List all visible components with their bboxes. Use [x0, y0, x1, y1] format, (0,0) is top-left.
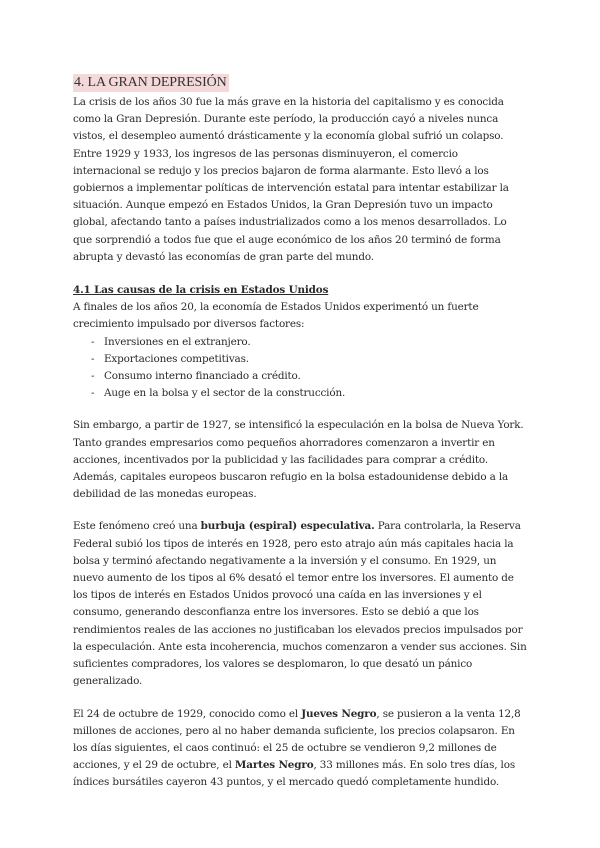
bubble-paragraph	[73, 518, 528, 690]
list-item	[73, 334, 528, 351]
list-item-text: Consumo interno financiado a crédito.	[104, 370, 301, 383]
bullet-marker: -	[91, 352, 95, 365]
list-item	[73, 385, 528, 402]
document-content	[73, 74, 528, 792]
bullet-marker: -	[91, 370, 95, 383]
speculation-paragraph: Sin embargo, a partir de 1927, se intensificó la especulación en la bolsa de Nueva York. Tanto grandes empresarios como pequeños ahorradores comenzaron a invertir en acciones, incentivados por la publicidad y las facilidades para comprar a crédito. Además, capitales europeos buscaron refugio en la bolsa estadounidense debido a la debilidad de las monedas europeas.	[73, 419, 524, 501]
crash-paragraph	[73, 706, 528, 792]
subsection-title: 4.1 Las causas de la crisis en Estados Unidos	[73, 284, 329, 297]
list-item-text: Auge en la bolsa y el sector de la construcción.	[104, 387, 346, 400]
bubble-text-pre: Este fenómeno creó una	[73, 520, 201, 533]
list-item-text: Inversiones en el extranjero.	[104, 335, 251, 348]
causes-lead-paragraph: A finales de los años 20, la economía de Estados Unidos experimentó un fuerte crecimiento impulsado por diversos factores:	[73, 301, 479, 331]
section-title: 4. LA GRAN DEPRESIÓN	[74, 75, 227, 90]
crash-text-3: , 33 millones más. En solo tres días, los índices bursátiles cayeron 43 puntos, y el mercado quedó completamente hundido.	[73, 759, 516, 789]
intro-paragraph: La crisis de los años 30 fue la más grave en la historia del capitalismo y es conocida como la Gran Depresión. Durante este período, la producción cayó a niveles nunca vistos, el desempleo aumentó drásticamente y la economía global sufrió un colapso. Entre 1929 y 1933, los ingresos de las personas disminuyeron, el comercio internacional se redujo y los precios bajaron de forma alarmante. Esto llevó a los gobiernos a implementar políticas de intervención estatal para intentar estabilizar la situación. Aunque empezó en Estados Unidos, la Gran Depresión tuvo un impacto global, afectando tanto a países industrializados como a los menos desarrollados. Lo que sorprendió a todos fue que el auge económico de los años 20 terminó de forma abrupta y devastó las economías de gran parte del mundo.	[73, 96, 509, 263]
black-tuesday-term: Martes Negro	[234, 759, 314, 772]
bubble-text-post: Para controlarla, la Reserva Federal subió los tipos de interés en 1928, pero esto atrajo aún más capitales hacia la bolsa y terminó afectando negativamente a la inversión y el consumo. En 1929, un nuevo aumento de los tipos al 6% desató el temor entre los inversores. El aumento de los tipos de interés en Estados Unidos provocó una caída en las inversiones y el consumo, generando desconfianza entre los inversores. Esto se debió a que los rendimientos reales de las acciones no justificaban los elevados precios impulsados por la especulación. Ante esta incoherencia, muchos comenzaron a vender sus acciones. Sin suficientes compradores, los valores se desplomaron, lo que desató un pánico generalizado.	[73, 520, 527, 688]
bullet-marker: -	[91, 335, 95, 348]
bullet-marker: -	[91, 387, 95, 400]
causes-bullet-list	[73, 334, 528, 403]
bubble-term: burbuja (espiral) especulativa.	[200, 520, 375, 533]
crash-text-2: , se pusieron a la venta 12,8 millones de acciones, pero al no haber demanda suficiente, los precios colapsaron. En los días siguientes, el caos continuó: el 25 de octubre se vendieron 9,2 millones de acciones, y el 29 de octubre, el	[73, 707, 521, 772]
crash-text-1: El 24 de octubre de 1929, conocido como el	[73, 707, 302, 720]
list-item	[73, 351, 528, 368]
list-item-text: Exportaciones competitivas.	[104, 352, 249, 365]
black-thursday-term: Jueves Negro	[301, 707, 377, 720]
list-item	[73, 368, 528, 385]
